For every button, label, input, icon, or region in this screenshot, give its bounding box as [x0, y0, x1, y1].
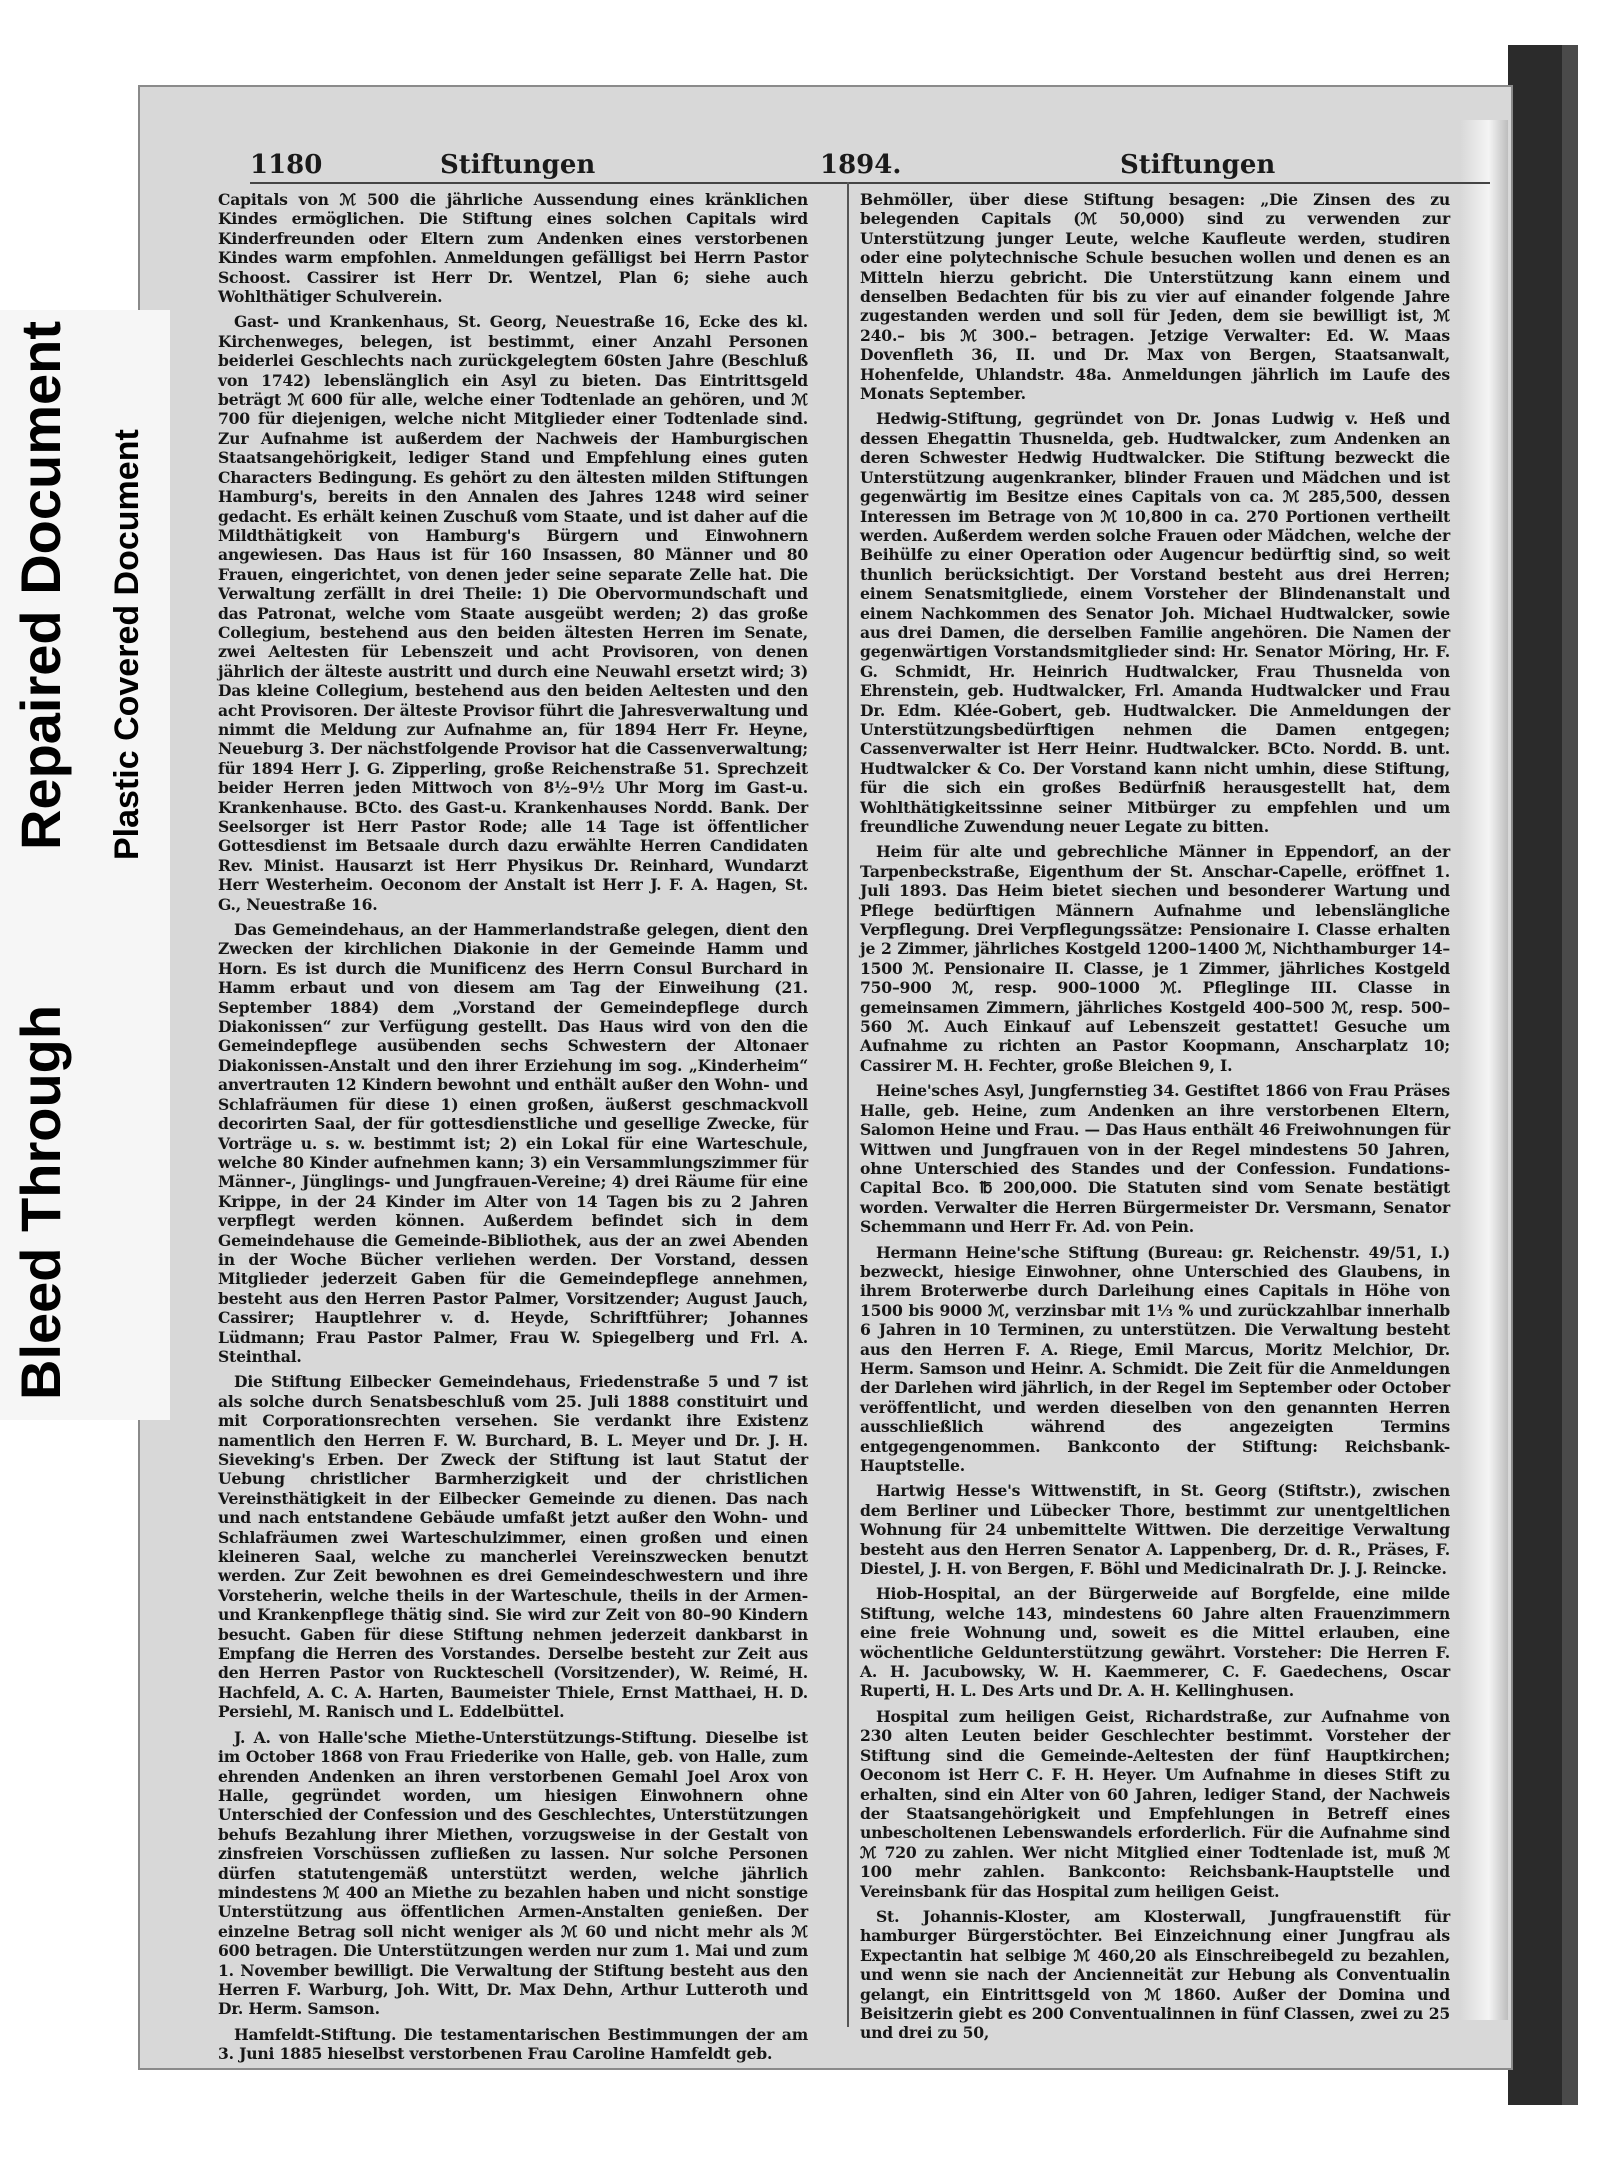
header-right-title: Stiftungen: [1120, 150, 1276, 180]
header-year: 1894.: [820, 150, 902, 180]
entry-paragraph: Heine'sches Asyl, Jungfernstieg 34. Gestiftet 1866 von Frau Präses Halle, geb. Heine, zum Andenken an ihre verstorbenen Eltern, Salomon Heine und Frau. — Das Haus enthält 46 Freiwohnungen für Wittwen und Jungfrauen von in der Regel mindestens 50 Jahren, ohne Unterschied des Standes und der Confession. Fundations-Capital Bco. ℔ 200,000. Die Statuten sind vom Senate bestätigt worden. Verwalter die Herren Bürgermeister Dr. Versmann, Senator Schemmann und Herr Fr. Ad. von Pein.: [860, 1081, 1450, 1237]
bleed-through-label: Bleed Through: [9, 1004, 72, 1400]
annotation-panel: [0, 310, 170, 1420]
page-plastic-sheen: [1460, 120, 1508, 2020]
entry-paragraph: Hamfeldt-Stiftung. Die testamentarischen Bestimmungen der am 3. Juni 1885 hieselbst verstorbenen Frau Caroline Hamfeldt geb.: [218, 2024, 808, 2064]
entry-paragraph: Hartwig Hesse's Wittwenstift, in St. Georg (Stiftstr.), zwischen dem Berliner und Lübecker Thore, bestimmt zur unentgeltlichen Wohnung für 24 unbemittelte Wittwen. Die derzeitige Verwaltung besteht aus den Herren Senator A. Lappenberg, Dr. d. R., Präses, F. Diestel, J. H. von Bergen, F. Böhl und Medicinalrath Dr. J. J. Reincke.: [860, 1481, 1450, 1579]
entry-paragraph: Hermann Heine'sche Stiftung (Bureau: gr. Reichenstr. 49/51, I.) bezweckt, hiesige Einwohner, ohne Unterschied des Glaubens, in ihrem Broterwerbe durch Darleihung eines Capitals in Höhe von 1500 bis 9000 ℳ, verzinsbar mit 1⅓ % und zurückzahlbar innerhalb 6 Jahren in 10 Terminen, zu unterstützen. Die Verwaltung besteht aus den Herren F. A. Riege, Emil Marcus, Moritz Melchior, Dr. Herm. Samson und Heinr. A. Schmidt. Die Zeit für die Anmeldungen der Darlehen wird jährlich, in der Regel im September oder October veröffentlicht, und werden dieselben von den genannten Herren ausschließlich während des angezeigten Termins entgegengenommen. Bankconto der Stiftung: Reichsbank-Hauptstelle.: [860, 1242, 1450, 1475]
entry-paragraph: J. A. von Halle'sche Miethe-Unterstützungs-Stiftung. Dieselbe ist im October 1868 von Frau Friederike von Halle, geb. von Halle, zum ehrenden Andenken an ihren verstorbenen Gemahl Joel Arox von Halle, gegründet worden, um hiesigen Einwohnern ohne Unterschied der Confession und des Geschlechtes, Unterstützungen behufs Bezahlung ihrer Miethen, vorzugsweise in der Gestalt von zinsfreien Vorschüssen zufließen zu lassen. Nur solche Personen dürfen statutengemäß unterstützt werden, welche jährlich mindestens ℳ 400 an Miethe zu bezahlen haben und nicht sonstige Unterstützung aus öffentlichen Armen-Anstalten genießen. Der einzelne Betrag soll nicht weniger als ℳ 60 und nicht mehr als ℳ 600 betragen. Die Unterstützungen werden nur zum 1. Mai und zum 1. November bewilligt. Die Verwaltung der Stiftung besteht aus den Herren F. Warburg, Joh. Witt, Dr. Max Dehn, Arthur Lutteroth und Dr. Herm. Samson.: [218, 1727, 808, 2019]
column-divider: [847, 182, 849, 2027]
entry-paragraph: Das Gemeindehaus, an der Hammerlandstraße gelegen, dient den Zwecken der kirchlichen Diakonie in der Gemeinde Hamm und Horn. Es ist durch die Munificenz des Herrn Consul Burchard in Hamm erbaut und von diesem am Tag der Einweihung (21. September 1884) dem „Vorstand der Gemeindepflege durch Diakonissen“ zur Verfügung gestellt. Das Haus wird von den die Gemeindepflege ausübenden sechs Schwestern der Altonaer Diakonissen-Anstalt und den ihrer Erziehung im sog. „Kinderheim“ anvertrauten 12 Kindern bewohnt und enthält außer den Wohn- und Schlafräumen für diese 1) einen großen, äußerst geschmackvoll decorirten Saal, der für gottesdienstliche und gesellige Zwecke, für Vorträge u. s. w. bestimmt ist; 2) ein Lokal für eine Warteschule, welche 80 Kinder aufnehmen kann; 3) ein Versammlungszimmer für Männer-, Jünglings- und Jungfrauen-Vereine; 4) drei Räume für eine Krippe, in der 24 Kinder im Alter von 14 Tagen bis zu 2 Jahren verpflegt werden können. Außerdem befindet sich in dem Gemeindehause die Gemeinde-Bibliothek, aus der an zwei Abenden in der Woche Bücher verliehen werden. Der Vorstand, dessen Mitglieder jederzeit Gaben für die Gemeindepflege annehmen, besteht aus den Herren Pastor Palmer, Vorsitzender; August Jauch, Cassirer; Hauptlehrer v. d. Heyde, Schriftführer; Johannes Lüdmann; Frau Pastor Palmer, Frau W. Spiegelberg und Frl. A. Steinthal.: [218, 920, 808, 1366]
entry-paragraph: Capitals von ℳ 500 die jährliche Aussendung eines kränklichen Kindes ermöglichen. Die Stiftung eines solchen Capitals wird Kinderfreunden oder Eltern zum Andenken eines verstorbenen Kindes warm empfohlen. Anmeldungen gefälligst bei Herrn Pastor Schoost. Cassirer ist Herr Dr. Wentzel, Plan 6; siehe auch Wohlthätiger Schulverein.: [218, 190, 808, 307]
repaired-document-label: Repaired Document: [9, 321, 72, 850]
page-header: [250, 150, 1490, 186]
entry-paragraph: Hospital zum heiligen Geist, Richardstraße, zur Aufnahme von 230 alten Leuten beider Geschlechter bestimmt. Vorsteher der Stiftung sind die Gemeinde-Aeltesten der fünf Hauptkirchen; Oeconom ist Herr C. F. H. Heyer. Um Aufnahme in dieses Stift zu erhalten, sind ein Alter von 60 Jahren, lediger Stand, der Nachweis der Staatsangehörigkeit und Empfehlungen in Betreff eines unbescholtenen Lebenswandels erforderlich. Für die Aufnahme sind ℳ 720 zu zahlen. Wer nicht Mitglied einer Todtenlade ist, muß ℳ 100 mehr zahlen. Bankconto: Reichsbank-Hauptstelle und Vereinsbank für das Hospital zum heiligen Geist.: [860, 1706, 1450, 1901]
header-rule: [250, 182, 1490, 184]
plastic-covered-label: Plastic Covered Document: [108, 429, 146, 860]
entry-paragraph: Gast- und Krankenhaus, St. Georg, Neuestraße 16, Ecke des kl. Kirchenweges, belegen, ist bestimmt, einer Anzahl Personen beiderlei Geschlechts nach zurückgelegtem 60sten Jahre (Beschluß von 1742) lebenslänglich ein Asyl zu bieten. Das Eintrittsgeld beträgt ℳ 600 für alle, welche einer Todtenlade an gehören, und ℳ 700 für diejenigen, welche nicht Mitglieder einer Todtenlade sind. Zur Aufnahme ist außerdem der Nachweis der Hamburgischen Staatsangehörigkeit, lediger Stand und Empfehlung eines guten Characters Bedingung. Es gehört zu den ältesten milden Stiftungen Hamburg's, bereits in den Annalen des Jahres 1248 wird seiner gedacht. Es erhält keinen Zuschuß vom Staate, und ist daher auf die Mildthätigkeit von Hamburg's Bürgern und Einwohnern angewiesen. Das Haus ist für 160 Insassen, 80 Männer und 80 Frauen, eingerichtet, von denen jeder seine separate Zelle hat. Die Verwaltung zerfällt in drei Theile: 1) Die Obervormundschaft und das Patronat, welche vom Staate ausgeübt werden; 2) das große Collegium, bestehend aus den beiden ältesten Herren im Senate, zwei Aeltesten für Lebenszeit und acht Provisoren, von denen jährlich der älteste austritt und durch eine Neuwahl ersetzt wird; 3) Das kleine Collegium, bestehend aus den beiden Aeltesten und den acht Provisoren. Der älteste Provisor führt die Jahresverwaltung und nimmt die Meldung zur Aufnahme an, für 1894 Herr Fr. Heyne, Neueburg 3. Der nächstfolgende Provisor hat die Cassenverwaltung; für 1894 Herr J. G. Zipperling, große Reichenstraße 51. Sprechzeit beider Herren jeden Mittwoch von 8½–9½ Uhr Morg im Gast-u. Krankenhause. BCto. des Gast-u. Krankenhauses Nordd. Bank. Der Seelsorger ist Herr Pastor Rode; alle 14 Tage ist öffentlicher Gottesdienst im Betsaale durch dazu erwählte Herren Candidaten Rev. Minist. Hausarzt ist Herr Physikus Dr. Reinhard, Wundarzt Herr Westerheim. Oeconom der Anstalt ist Herr J. F. A. Hagen, St. G., Neuestraße 16.: [218, 312, 808, 914]
scanner-edge-inner: [1562, 45, 1578, 2105]
entry-paragraph: Die Stiftung Eilbecker Gemeindehaus, Friedenstraße 5 und 7 ist als solche durch Senatsbeschluß vom 25. Juli 1888 constituirt und mit Corporationsrechten versehen. Sie verdankt ihre Existenz namentlich den Herren F. W. Burchard, B. L. Meyer und Dr. J. H. Sieveking's Erben. Der Zweck der Stiftung ist laut Statut der Uebung christlicher Barmherzigkeit und der christlichen Vereinsthätigkeit in der Eilbecker Gemeinde zu dienen. Das nach und nach entstandene Gebäude umfaßt jetzt außer den Wohn- und Schlafräumen zwei Warteschulzimmer, einen großen und einen kleineren Saal, welche zu mancherlei Vereinszwecken benutzt werden. Zur Zeit bewohnen es drei Gemeindeschwestern und ihre Vorsteherin, welche theils in der Warteschule, theils in der Armen- und Krankenpflege thätig sind. Sie wird zur Zeit von 80–90 Kindern besucht. Gaben für diese Stiftung nehmen jederzeit dankbarst in Empfang die Herren des Vorstandes. Derselbe besteht zur Zeit aus den Herren Pastor von Ruckteschell (Vorsitzender), W. Reimé, H. Hachfeld, A. C. A. Harten, Baumeister Thiele, Ernst Matthaei, H. D. Persiehl, M. Ranisch und L. Eddelbüttel.: [218, 1372, 808, 1722]
page-number: 1180: [250, 150, 323, 180]
entry-paragraph: Hiob-Hospital, an der Bürgerweide auf Borgfelde, eine milde Stiftung, welche 143, mindestens 60 Jahre alten Frauenzimmern eine freie Wohnung und, soweit es die Mittel erlauben, eine wöchentliche Geldunterstützung gewährt. Vorsteher: Die Herren F. A. H. Jacubowsky, W. H. Kaemmerer, C. F. Gaedechens, Oscar Ruperti, H. L. Des Arts und Dr. A. H. Kellinghusen.: [860, 1584, 1450, 1701]
left-column: [218, 190, 808, 2070]
entry-paragraph: Heim für alte und gebrechliche Männer in Eppendorf, an der Tarpenbeckstraße, Eigenthum der St. Anschar-Capelle, eröffnet 1. Juli 1893. Das Heim bietet siechen und besonderer Wartung und Pflege bedürftigen Männern Aufnahme und lebenslängliche Verpflegung. Drei Verpflegungssätze: Pensionaire I. Classe erhalten je 2 Zimmer, jährliches Kostgeld 1200–1400 ℳ, Nichthamburger 14–1500 ℳ. Pensionaire II. Classe, je 1 Zimmer, jährliches Kostgeld 750–900 ℳ, resp. 900–1000 ℳ. Pfleglinge III. Classe in gemeinsamen Zimmern, jährliches Kostgeld 400–500 ℳ, resp. 500–560 ℳ. Auch Einkauf auf Lebenszeit gestattet! Gesuche um Aufnahme zu richten an Pastor Koopmann, Anscharplatz 10; Cassirer M. H. Fechter, große Bleichen 9, I.: [860, 842, 1450, 1075]
top-margin: [0, 0, 1600, 52]
header-left-title: Stiftungen: [440, 150, 596, 180]
entry-paragraph: St. Johannis-Kloster, am Klosterwall, Jungfrauenstift für hamburger Bürgerstöchter. Bei Einzeichnung einer Jungfrau als Expectantin hat selbige ℳ 460,20 als Einschreibegeld zu bezahlen, und wenn sie nach der Ancienneität zur Hebung als Conventualin gelangt, ein Eintrittsgeld von ℳ 1860. Außer der Domina und Beisitzerin giebt es 200 Conventualinnen in fünf Classen, zwei zu 25 und drei zu 50,: [860, 1906, 1450, 2043]
right-column: [860, 190, 1450, 2049]
entry-paragraph: Behmöller, über diese Stiftung besagen: „Die Zinsen des zu belegenden Capitals (ℳ 50,000) sind zu verwenden zur Unterstützung junger Leute, welche Kaufleute werden, studiren oder eine polytechnische Schule besuchen wollen und denen es an Mitteln hierzu gebricht. Die Unterstützung kann einem und denselben Bedachten für bis zu vier auf einander folgende Jahre zugestanden werden und soll für Jeden, dem sie bewilligt ist, ℳ 240.– bis ℳ 300.– betragen. Jetzige Verwalter: Ed. W. Maas Dovenfleth 36, II. und Dr. Max von Bergen, Staatsanwalt, Hohenfelde, Uhlandstr. 48a. Anmeldungen jährlich im Laufe des Monats September.: [860, 190, 1450, 404]
entry-paragraph: Hedwig-Stiftung, gegründet von Dr. Jonas Ludwig v. Heß und dessen Ehegattin Thusnelda, geb. Hudtwalcker, zum Andenken an deren Schwester Hedwig Hudtwalcker. Die Stiftung bezweckt die Unterstützung augenkranker, blinder Frauen und Mädchen und ist gegenwärtig im Besitze eines Capitals von ca. ℳ 285,500, dessen Interessen im Betrage von ℳ 10,800 in ca. 270 Portionen vertheilt werden. Außerdem werden solche Frauen oder Mädchen, welche der Beihülfe zu einer Operation oder Augencur bedürftig sind, so weit thunlich berücksichtigt. Der Vorstand besteht aus drei Herren; einem Senatsmitgliede, einem Vorsteher der Blindenanstalt und einem Nachkommen des Senator Joh. Michael Hudtwalcker, sowie aus drei Damen, die derselben Familie angehören. Die Namen der gegenwärtigen Vorstandsmitglieder sind: Hr. Senator Möring, Hr. F. G. Schmidt, Hr. Heinrich Hudtwalcker, Frau Thusnelda von Ehrenstein, geb. Hudtwalcker, Frl. Amanda Hudtwalcker und Frau Dr. Edm. Klée-Gobert, geb. Hudtwalcker. Die Anmeldungen der Unterstützungsbedürftigen nehmen die Damen entgegen; Cassenverwalter ist Herr Heinr. Hudtwalcker. BCto. Nordd. B. unt. Hudtwalcker & Co. Der Vorstand kann nicht umhin, diese Stiftung, für die sich ein großes Bedürfniß herausgestellt hat, dem Wohlthätigkeitssinne seiner Mitbürger zu empfehlen und um freundliche Zuwendung neuer Legate zu bitten.: [860, 409, 1450, 836]
